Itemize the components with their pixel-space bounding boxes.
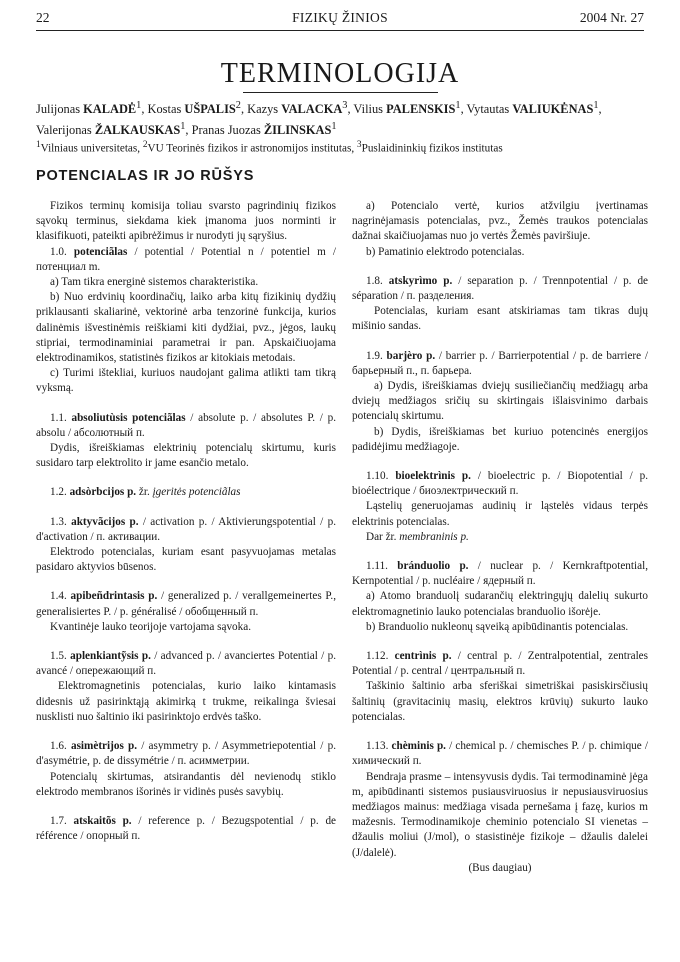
- author-list: [36, 97, 650, 139]
- author-first-name: , Pranas Juozas: [185, 123, 264, 138]
- author-last-name: UŠPALIS: [184, 102, 236, 117]
- right-column: [352, 199, 648, 876]
- term-word: apibeñdrintasis p.: [70, 590, 158, 603]
- term-entry: [36, 739, 336, 800]
- see-also-label: žr.: [136, 486, 153, 499]
- author-last-name: VALACKA: [281, 102, 343, 117]
- intro-paragraph: Fizikos terminų komisija toliau svarsto pagrindinių fizikos sąvokų terminus, siekdama kiek įmanoma juos norminti ir klasifikuoti, pateikti apibrėžimus ir nurodyti jų sąryšius.: [36, 200, 336, 243]
- term-number: 1.5.: [50, 650, 71, 663]
- term-translations: / generalized p. / verallgemeinertes P., generalisiertes P. / p. généralisé / обобщенный п.: [36, 590, 336, 618]
- term-number: 1.0.: [50, 245, 74, 258]
- author-first-name: Julijonas: [36, 102, 84, 117]
- issue-label: 2004 Nr. 27: [579, 10, 644, 25]
- term-word: barjèro p.: [386, 349, 436, 362]
- term-word: potenciãlas: [73, 245, 128, 258]
- term-entry-continued: [352, 199, 648, 260]
- author-last-name: KALADĖ: [83, 102, 137, 117]
- term-entry: [36, 515, 336, 576]
- term-heading: [36, 739, 336, 769]
- affiliation-marker: 1: [136, 100, 142, 111]
- term-number: 1.13.: [366, 740, 392, 753]
- definition-item: c) Turimi ištekliai, kuriuos naudojant galima atlikti tam tikrą vyksmą.: [36, 367, 336, 395]
- term-entry: [36, 589, 336, 635]
- affiliation: Puslaidininkių fizikos institutas: [361, 142, 503, 155]
- affiliation: VU Teorinės fizikos ir astronomijos institutas,: [147, 142, 357, 155]
- page-number: 22: [36, 10, 50, 25]
- running-head: [36, 10, 644, 28]
- term-number: 1.8.: [366, 274, 389, 287]
- definition-text: Elektrodo potencialas, kuriam esant pasyvuojamas metalas pasidaro aktyvios būsenos.: [36, 546, 336, 574]
- cross-reference: įgeritės potenciãlas: [152, 486, 241, 499]
- affiliation: Vilniaus universitetas,: [40, 142, 143, 155]
- definition-text: Elektromagnetinis potencialas, kurio laiko kintamasis didesnis už pasirinktąją akimirką t trukme, reikalinga šviesai nusklisti nuo šaltinio iki pasirinktojo erdvės taško.: [36, 680, 336, 723]
- term-heading: [352, 469, 648, 499]
- term-number: 1.1.: [50, 411, 72, 424]
- term-entry: [352, 559, 648, 635]
- affiliation-marker: 1: [36, 140, 41, 150]
- affiliation-marker: 1: [455, 100, 461, 111]
- definition-item: a) Potencialo vertė, kurios atžvilgiu įvertinamas nagrinėjamasis potencialas, pvz., Žemės traukos potencialas dažnai skaičiuojamas nuo jo vertės Žemės paviršiuje.: [352, 200, 648, 243]
- term-number: 1.9.: [366, 349, 387, 362]
- affiliations: [36, 138, 650, 157]
- term-word: bioelektrìnis p.: [395, 470, 471, 483]
- definition-text: Taškinio šaltinio arba sferiškai simetriškai pasiskirsčiusių šaltinių (gravitacinių masių, elektros krūvių) sukurto lauko potencialas.: [352, 680, 648, 723]
- term-heading: [36, 515, 336, 545]
- author-last-name: ŽILINSKAS: [263, 123, 332, 138]
- term-number: 1.11.: [366, 560, 398, 573]
- journal-name: FIZIKŲ ŽINIOS: [292, 10, 388, 25]
- term-word: bránduolio p.: [397, 560, 469, 573]
- term-entry: [36, 649, 336, 725]
- term-heading: [36, 589, 336, 619]
- definition-text: Potencialas, kuriam esant atskiriamas tam tikras dujų mišinio sandas.: [352, 305, 648, 333]
- title-underline: [243, 92, 438, 93]
- term-word: aplenkiantỹsis p.: [70, 650, 151, 663]
- term-translations: / absolute p. / absolutes P. / p. absolu / абсолютный п.: [36, 411, 336, 439]
- term-word: absoliutùsis potenciãlas: [71, 411, 186, 424]
- definition-item: a) Dydis, išreiškiamas dviejų susiliečiančių medžiagų arba dviejų medžiagos sričių su skirtingais išlaisvinimo darbais potencialų skirtumu.: [352, 380, 648, 423]
- affiliation-marker: 2: [235, 100, 241, 111]
- affiliation-marker: 1: [180, 121, 186, 133]
- term-translations: / chemical p. / chemisches P. / p. chimique / химический п.: [352, 740, 648, 768]
- term-heading: [352, 559, 648, 589]
- continued-note: (Bus daugiau): [468, 861, 532, 874]
- term-word: asimètrijos p.: [70, 740, 138, 753]
- definition-text: Kvantinėje lauko teorijoje vartojama sąvoka.: [50, 620, 251, 633]
- definition-item: a) Tam tikra energinė sistemos charakteristika.: [50, 276, 259, 289]
- term-number: 1.4.: [50, 590, 71, 603]
- definition-text: Bendraja prasme – intensyvusis dydis. Tai termodinaminė jėga m, apibūdinanti sistemos pusiausviruosius ir nepusiausviruosius medžiagos mainus: medžiaga visada pernešama į fazę, kurios m mažesnis. Termodinamikoje cheminio potencialo SI vienetas – džaulis moliui (J/mol), o stasistinėje fizikoje – džaulis dalelei (J/dalelė).: [352, 770, 648, 859]
- term-heading: [36, 485, 336, 500]
- affiliation-marker: 3: [356, 140, 362, 150]
- term-entry: [352, 649, 648, 725]
- author-first-name: , Vilius: [347, 102, 387, 117]
- term-number: 1.6.: [50, 740, 71, 753]
- term-word: centrìnis p.: [394, 650, 452, 663]
- term-heading: [36, 245, 336, 275]
- definition-text: Potencialų skirtumas, atsirandantis dėl nevienodų stiklo elektrodo membranos išorinės ir vidinės pusės savybių.: [36, 770, 336, 798]
- term-translations: / activation p. / Aktivierungspotential / p. d'activation / п. активации.: [36, 515, 336, 543]
- cross-reference: membraninis p.: [399, 530, 469, 543]
- author-last-name: PALENSKIS: [386, 102, 456, 117]
- term-word: atskyrìmo p.: [388, 274, 453, 287]
- term-translations: / barrier p. / Barrierpotential / p. de barriere / барьерный п., п. барьера.: [352, 349, 648, 377]
- term-translations: / asymmetry p. / Asymmetriepotential / p. d'asymétrie, p. de dissymétrie / п. асимметрии.: [36, 740, 336, 768]
- affiliation-marker: 2: [142, 140, 148, 150]
- definition-text: Dydis, išreiškiamas elektrinių potencialų skirtumu, kuris susidaro tarp elektrolito ir jame esančio metalo.: [36, 442, 336, 470]
- term-entry: [352, 274, 648, 335]
- term-number: 1.7.: [50, 814, 74, 827]
- author-line-2: [36, 118, 650, 139]
- term-word: adsòrbcijos p.: [69, 486, 137, 499]
- definition-item: b) Branduolio nukleonų sąveiką apibūdinantis potencialas.: [366, 620, 629, 633]
- affiliation-marker: 1: [331, 121, 337, 133]
- term-entry: [352, 349, 648, 455]
- section-heading: POTENCIALAS IR JO RŪŠYS: [36, 168, 255, 184]
- term-heading: [352, 274, 648, 304]
- term-translations: / advanced p. / avanciertes Potential / p. avancé / опережающий п.: [36, 650, 336, 678]
- term-entry: [36, 245, 336, 397]
- author-first-name: Valerijonas: [36, 123, 95, 138]
- term-heading: [36, 814, 336, 844]
- article-title: TERMINOLOGIJA: [220, 58, 460, 89]
- term-translations: / nuclear p. / Kernkraftpotential, Kernpotential / p. nucléaire / ядерный п.: [352, 560, 648, 588]
- term-translations: / central p. / Zentralpotential, zentrales Potential / p. central / центральный п.: [352, 650, 649, 678]
- header-rule: [36, 30, 644, 31]
- see-also: [352, 530, 648, 545]
- definition-item: b) Nuo erdvinių koordinačių, laiko arba kitų fizikinių dydžių priklausanti skaliarinė, vektorinė arba tenzorinė funkcija, kurios dalinėmis išvestinėmis reiškiami kiti dydžiai, pvz., jėgos, laukų stipriai, termodinaminiai parametrai ir pan. Apskaičiuojama elektrodinamikos, statistinės fizikos ar kitokiais metodais.: [36, 291, 336, 365]
- author-line-1: Julijonas KALADĖ$^1$, Kostas UŠPALIS$^2$, Kazys VALACKA$^3$, Vilius PALENSKIS$^1$, Vytautas VALIUKĖNAS$^1$,: [36, 100, 602, 117]
- term-entry: [36, 411, 336, 472]
- term-heading: [36, 411, 336, 441]
- author-last-name: VALIUKĖNAS: [512, 102, 594, 117]
- term-word: chèminis p.: [391, 740, 446, 753]
- term-word: atskaitõs p.: [73, 814, 132, 827]
- term-entry: [36, 485, 336, 500]
- term-translations: / reference p. / Bezugspotential / p. de référence / опорный п.: [36, 814, 336, 843]
- definition-item: b) Dydis, išreiškiamas bet kuriuo potencinės energijos padidėjimu medžiagoje.: [352, 425, 648, 453]
- see-also-label: Dar žr.: [366, 530, 400, 543]
- term-entry: [352, 469, 648, 545]
- term-entry: [352, 739, 648, 876]
- term-word: aktyvãcijos p.: [71, 515, 139, 528]
- term-heading: [352, 349, 648, 379]
- term-heading: [352, 649, 648, 679]
- left-column: [36, 199, 336, 844]
- definition-text: Ląstelių generuojamas audinių ir ląstelės vidaus terpės elektrinis potencialas.: [352, 500, 648, 528]
- term-number: 1.12.: [366, 650, 395, 663]
- term-number: 1.3.: [50, 515, 72, 528]
- author-first-name: , Kostas: [141, 102, 185, 117]
- term-translations: / potential / Potential n / potentiel m / потенциал m.: [36, 245, 337, 273]
- term-heading: [36, 649, 336, 679]
- definition-item: a) Atomo branduolį sudarančių elektringųjų dalelių sukurto elektromagnetinio lauko potencialas branduolio išorėje.: [352, 590, 648, 618]
- definition-item: b) Pamatinio elektrodo potencialas.: [366, 245, 525, 258]
- term-heading: [352, 739, 648, 769]
- author-first-name: , Vytautas: [460, 102, 513, 117]
- author-first-name: , Kazys: [240, 102, 282, 117]
- affiliation-marker: 3: [342, 100, 348, 111]
- author-last-name: ŽALKAUSKAS: [94, 123, 181, 138]
- term-translations: / bioelectric p. / Biopotential / p. bioélectrique / биоэлектрический п.: [352, 470, 649, 498]
- affiliation-marker: 1: [593, 100, 599, 111]
- term-translations: / separation p. / Trennpotential / p. de séparation / п. разделения.: [352, 274, 649, 303]
- term-entry: [36, 814, 336, 844]
- term-number: 1.2.: [50, 486, 70, 499]
- term-number: 1.10.: [366, 470, 396, 483]
